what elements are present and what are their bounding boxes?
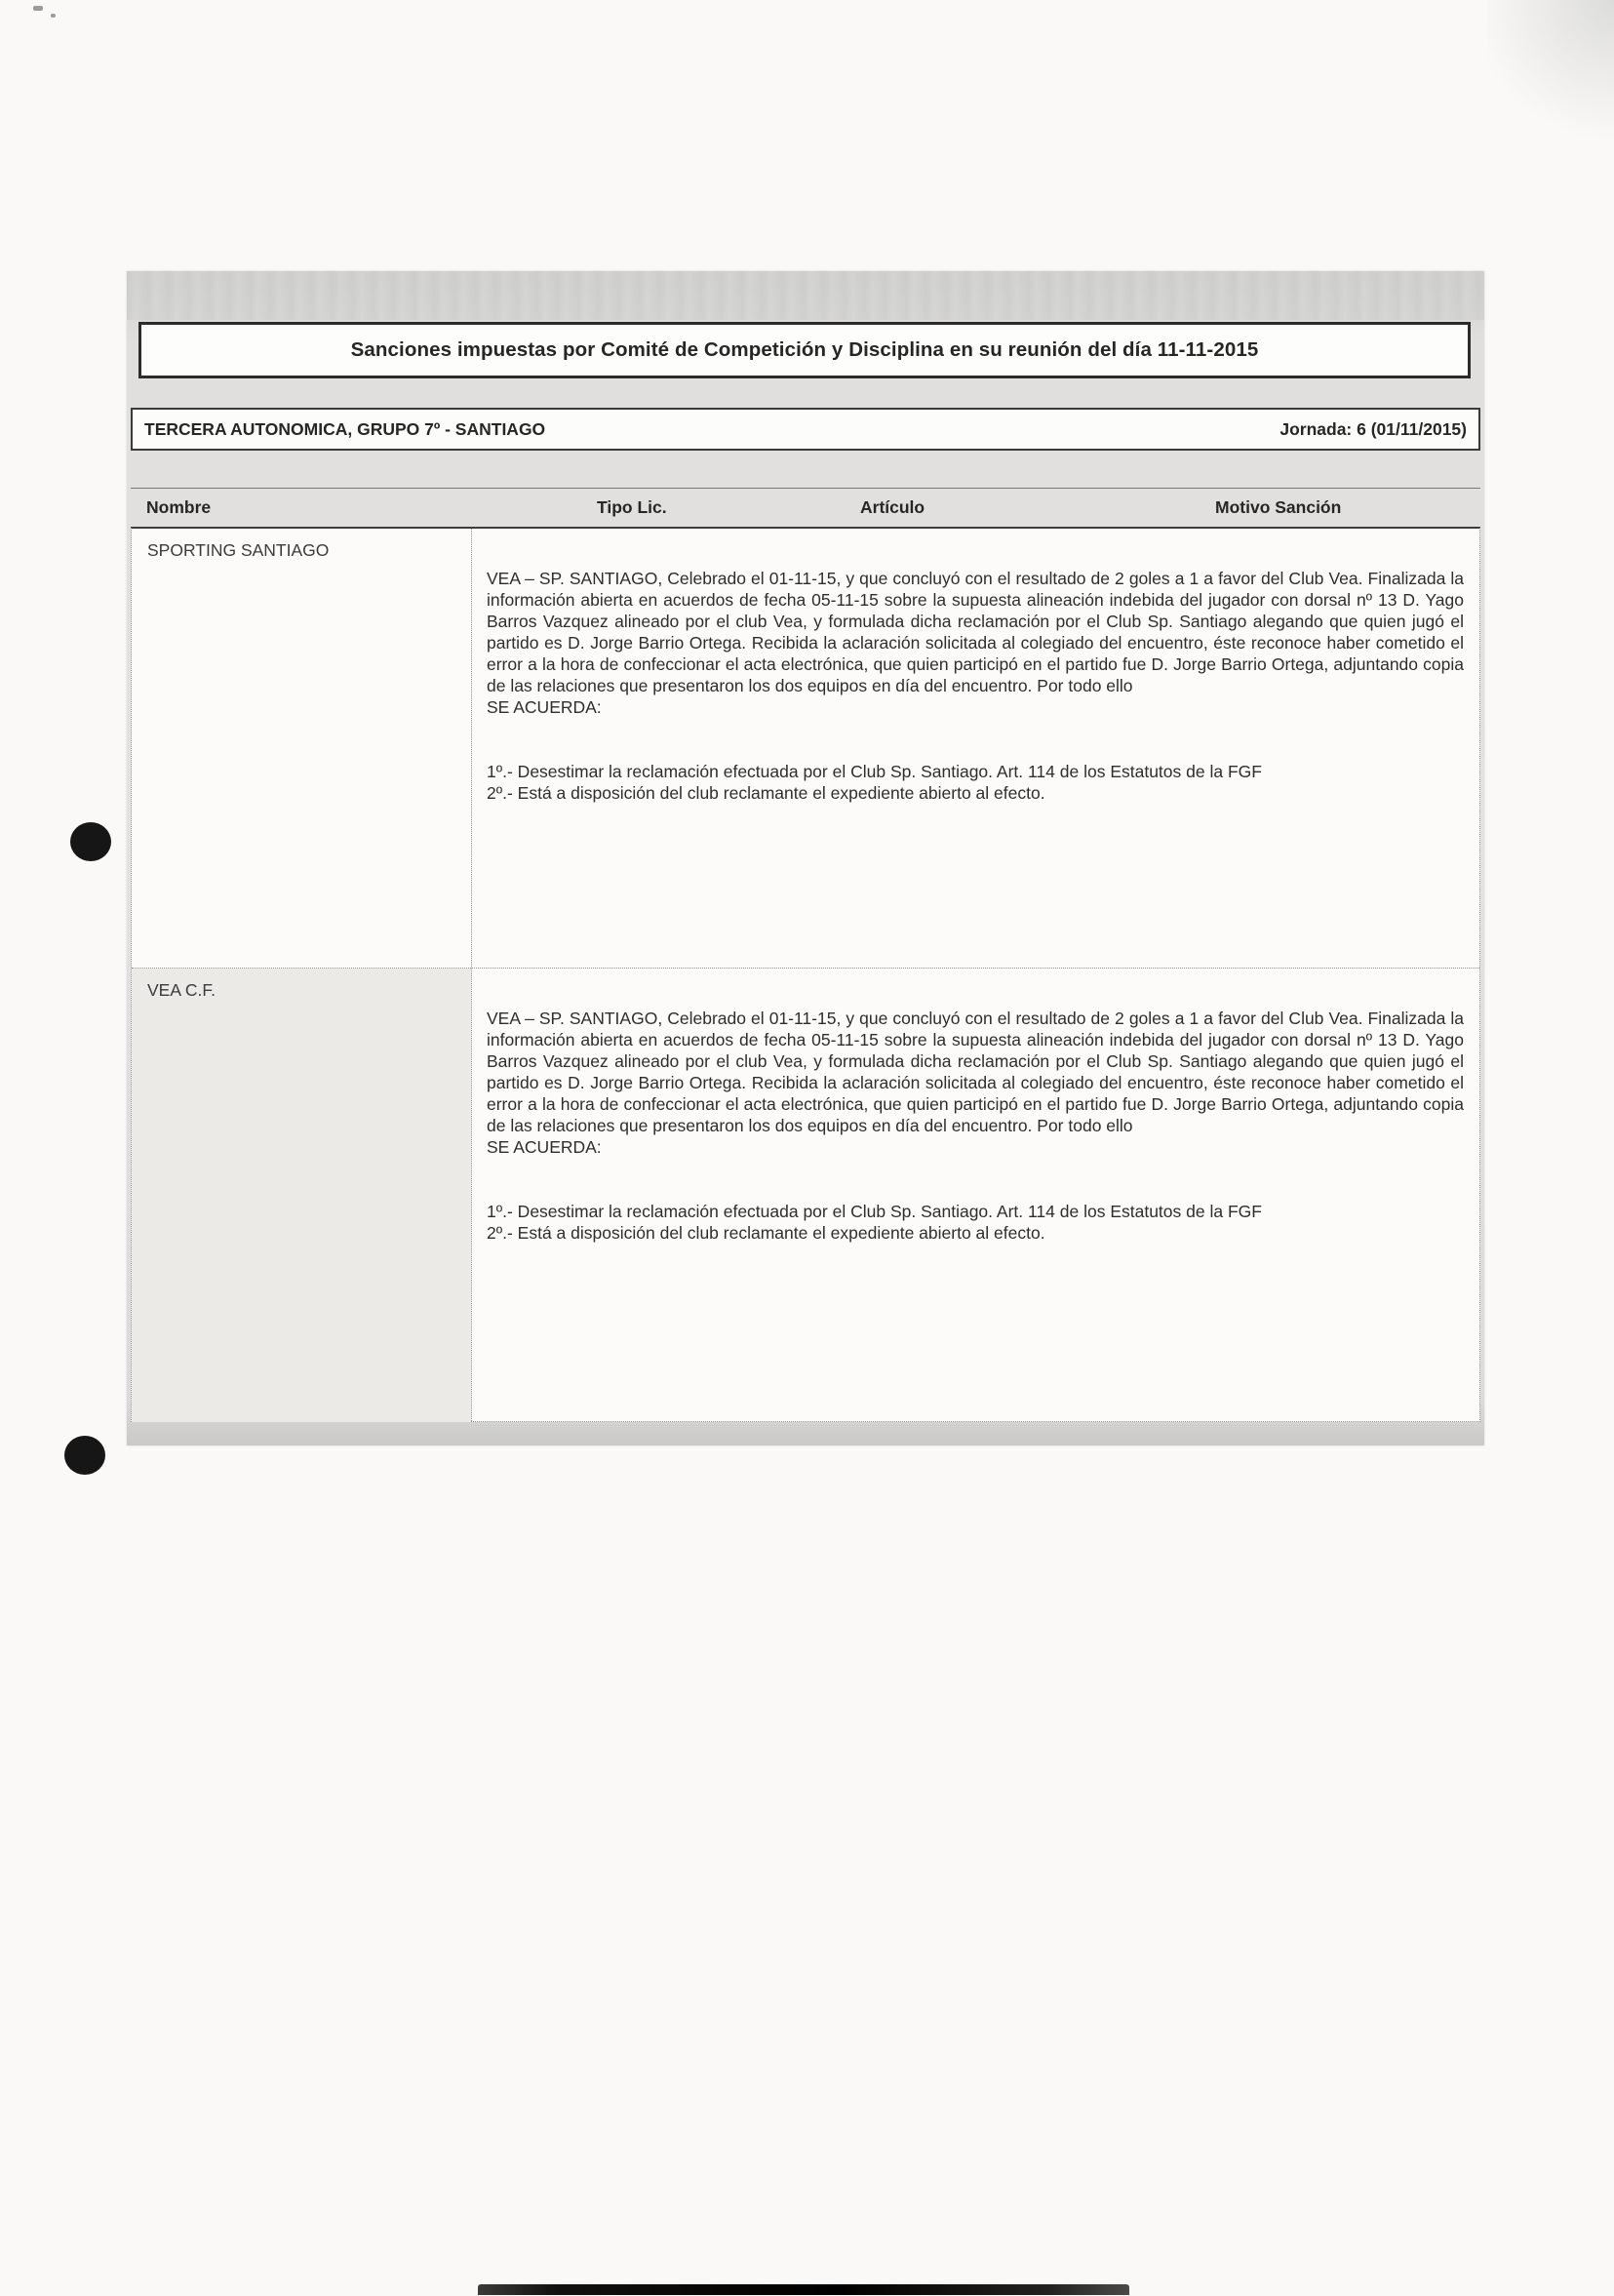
subheader-bar	[131, 408, 1480, 451]
table-column-header-row	[131, 488, 1480, 527]
scan-speck	[51, 14, 56, 18]
sanction-row	[132, 529, 1479, 968]
club-name: SPORTING SANTIAGO	[147, 540, 330, 560]
se-acuerda-label: SE ACUERDA:	[487, 1137, 602, 1157]
jornada-label: Jornada: 6 (01/11/2015)	[1279, 418, 1467, 439]
scan-speck	[33, 6, 43, 11]
resolution-items	[487, 761, 1464, 804]
club-name: VEA C.F.	[147, 980, 217, 1000]
column-header-articulo: Artículo	[860, 497, 925, 517]
hole-punch-mark	[70, 822, 111, 861]
sanctions-table	[131, 527, 1480, 1422]
column-header-nombre: Nombre	[146, 497, 212, 517]
sanction-body-text: VEA – SP. SANTIAGO, Celebrado el 01-11-15, y que concluyó con el resultado de 2 goles a 1 a favor del Club Vea. Finalizada la información abierta en acuerdos de fecha 05-11-15 sobre la supuesta alineación indebida del jugador con dorsal nº 13 D. Yago Barros Vazquez alineado por el club Vea, y formulada dicha reclamación por el Club Sp. Santiago alegando que quien jugó el partido es D. Jorge Barrio Ortega. Recibida la aclaración solicitada al colegiado del encuentro, éste reconoce haber cometido el error a la hora de confeccionar el acta electrónica, que quien participó en el partido fue D. Jorge Barrio Ortega, adjuntando copia de las relaciones que presentaron los dos equipos en día del encuentro. Por todo ello	[487, 569, 1464, 695]
title-box	[138, 322, 1471, 378]
sanction-row	[132, 968, 1479, 1422]
column-header-motivo-sancion: Motivo Sanción	[1215, 497, 1342, 517]
resolution-items	[487, 1201, 1464, 1244]
document-title: Sanciones impuestas por Comité de Competición y Disciplina en su reunión del día 11-11-2015	[350, 338, 1259, 361]
scan-artifact-corner	[1487, 0, 1614, 156]
resolution-item-1: 1º.- Desestimar la reclamación efectuada por el Club Sp. Santiago. Art. 114 de los Estatutos de la FGF	[487, 1202, 1262, 1221]
competition-group-label: TERCERA AUTONOMICA, GRUPO 7º - SANTIAGO	[144, 418, 546, 439]
club-name-cell	[132, 969, 471, 1422]
resolution-item-2: 2º.- Está a disposición del club reclamante el expediente abierto al efecto.	[487, 783, 1045, 803]
hole-punch-mark	[64, 1436, 105, 1475]
se-acuerda-label: SE ACUERDA:	[487, 697, 602, 717]
resolution-item-1: 1º.- Desestimar la reclamación efectuada por el Club Sp. Santiago. Art. 114 de los Estatutos de la FGF	[487, 762, 1262, 781]
column-header-tipo-lic: Tipo Lic.	[597, 497, 667, 517]
sanction-detail-cell	[487, 529, 1464, 968]
scan-shading-strip	[127, 271, 1484, 320]
resolution-item-2: 2º.- Está a disposición del club reclamante el expediente abierto al efecto.	[487, 1223, 1045, 1243]
sanction-body-text: VEA – SP. SANTIAGO, Celebrado el 01-11-15, y que concluyó con el resultado de 2 goles a 1 a favor del Club Vea. Finalizada la información abierta en acuerdos de fecha 05-11-15 sobre la supuesta alineación indebida del jugador con dorsal nº 13 D. Yago Barros Vazquez alineado por el club Vea, y formulada dicha reclamación por el Club Sp. Santiago alegando que quien jugó el partido es D. Jorge Barrio Ortega. Recibida la aclaración solicitada al colegiado del encuentro, éste reconoce haber cometido el error a la hora de confeccionar el acta electrónica, que quien participó en el partido fue D. Jorge Barrio Ortega, adjuntando copia de las relaciones que presentaron los dos equipos en día del encuentro. Por todo ello	[487, 1009, 1464, 1135]
scan-artifact-bottom	[478, 2284, 1129, 2295]
club-name-cell	[132, 529, 471, 968]
sanction-detail-cell	[487, 969, 1464, 1422]
